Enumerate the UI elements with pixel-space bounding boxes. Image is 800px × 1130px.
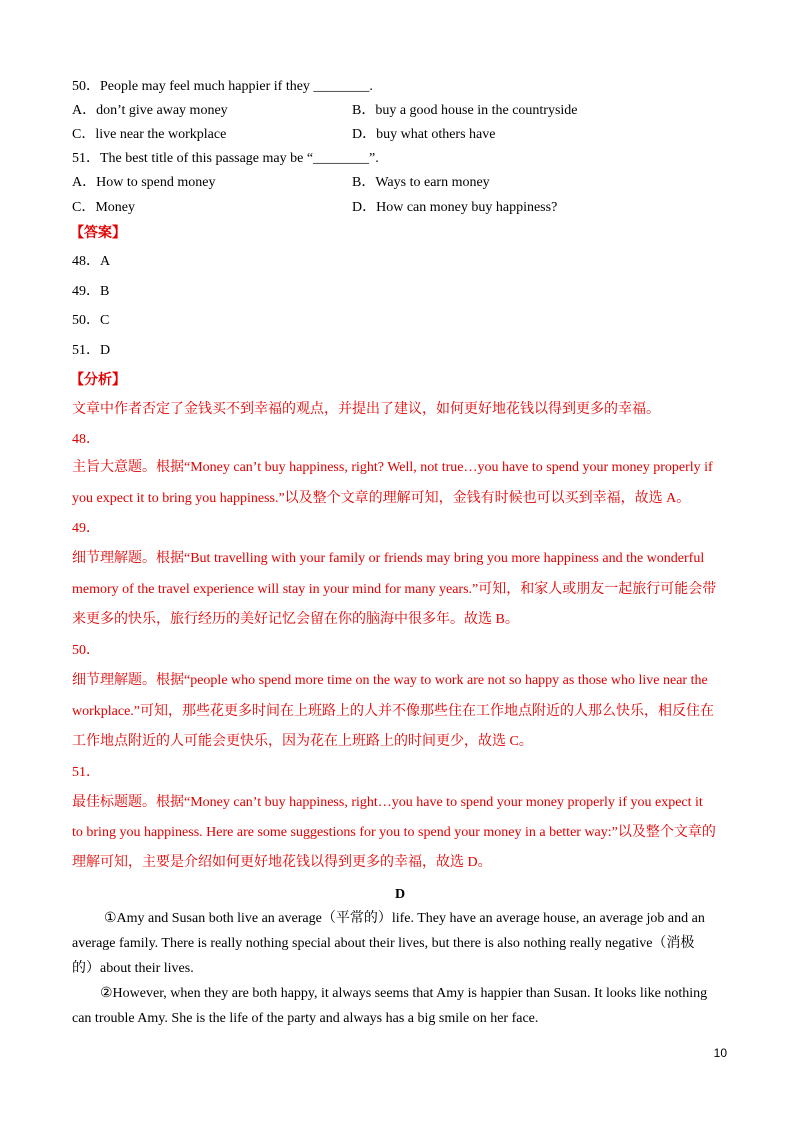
analysis-heading: 【分析】 xyxy=(70,373,126,388)
question-50-option-c: C．live near the workplace xyxy=(72,127,227,142)
question-51-option-d: D．How can money buy happiness? xyxy=(352,200,558,215)
analysis-50-line-3: 工作地点附近的人可能会更快乐，因为花在上班路上的时间更少，故选 C。 xyxy=(72,734,533,749)
analysis-51-line-2: to bring you happiness. Here are some suggestions for you to spend your money in a better way:”以及整个文章的 xyxy=(72,825,716,840)
answer-51: 51．D xyxy=(72,343,111,358)
passage-paragraph-1-line-2: average family. There is really nothing special about their lives, but there is also nothing really negative（消极 xyxy=(72,936,695,951)
question-51-stem: 51．The best title of this passage may be “________”. xyxy=(72,151,379,166)
question-51-option-b: B．Ways to earn money xyxy=(352,175,490,190)
analysis-49-line-1: 细节理解题。根据“But travelling with your family or friends may bring you more happiness and the wonderful xyxy=(72,551,705,566)
passage-paragraph-1-line-1: ①Amy and Susan both live an average（平常的）life. They have an average house, an average job and an xyxy=(104,911,705,926)
page-number: 10 xyxy=(713,1046,727,1060)
analysis-51-number: 51． xyxy=(72,765,100,780)
answer-48: 48．A xyxy=(72,254,111,269)
analysis-intro: 文章中作者否定了金钱买不到幸福的观点，并提出了建议，如何更好地花钱以得到更多的幸福。 xyxy=(72,402,660,417)
question-51-option-a: A．How to spend money xyxy=(72,175,216,190)
analysis-49-line-3: 来更多的快乐，旅行经历的美好记忆会留在你的脑海中很多年。故选 B。 xyxy=(72,612,519,627)
analysis-48-line-2: you expect it to bring you happiness.”以及整个文章的理解可知，金钱有时候也可以买到幸福，故选 A。 xyxy=(72,491,691,506)
analysis-51-line-1: 最佳标题题。根据“Money can’t buy happiness, right…you have to spend your money properly if you expect it xyxy=(72,795,703,810)
answer-49: 49．B xyxy=(72,284,110,299)
passage-paragraph-2-line-1: ②However, when they are both happy, it always seems that Amy is happier than Susan. It looks like nothing xyxy=(100,986,708,1001)
question-50-option-a: A．don’t give away money xyxy=(72,103,228,118)
question-50-option-b: B．buy a good house in the countryside xyxy=(352,103,578,118)
analysis-49-number: 49． xyxy=(72,521,100,536)
answer-50: 50．C xyxy=(72,313,110,328)
passage-paragraph-1-line-3: 的）about their lives. xyxy=(72,961,194,976)
analysis-51-line-3: 理解可知，主要是介绍如何更好地花钱以得到更多的幸福，故选 D。 xyxy=(72,855,492,870)
question-51-option-c: C．Money xyxy=(72,200,135,215)
question-50-stem: 50．People may feel much happier if they ________. xyxy=(72,79,373,94)
passage-paragraph-2-line-2: can trouble Amy. She is the life of the party and always has a big smile on her face. xyxy=(72,1011,539,1026)
analysis-49-line-2: memory of the travel experience will stay in your mind for many years.”可知，和家人或朋友一起旅行可能会带 xyxy=(72,582,717,597)
section-title: D xyxy=(394,887,406,902)
analysis-48-number: 48． xyxy=(72,432,100,447)
question-50-option-d: D．buy what others have xyxy=(352,127,496,142)
analysis-50-line-1: 细节理解题。根据“people who spend more time on the way to work are not so happy as those who live near the xyxy=(72,673,708,688)
analysis-50-line-2: workplace.”可知，那些花更多时间在上班路上的人并不像那些住在工作地点附近的人那么快乐，相反住在 xyxy=(72,704,715,719)
analysis-48-line-1: 主旨大意题。根据“Money can’t buy happiness, right? Well, not true…you have to spend your money properly if xyxy=(72,460,713,475)
answer-heading: 【答案】 xyxy=(70,226,126,241)
analysis-50-number: 50． xyxy=(72,643,100,658)
